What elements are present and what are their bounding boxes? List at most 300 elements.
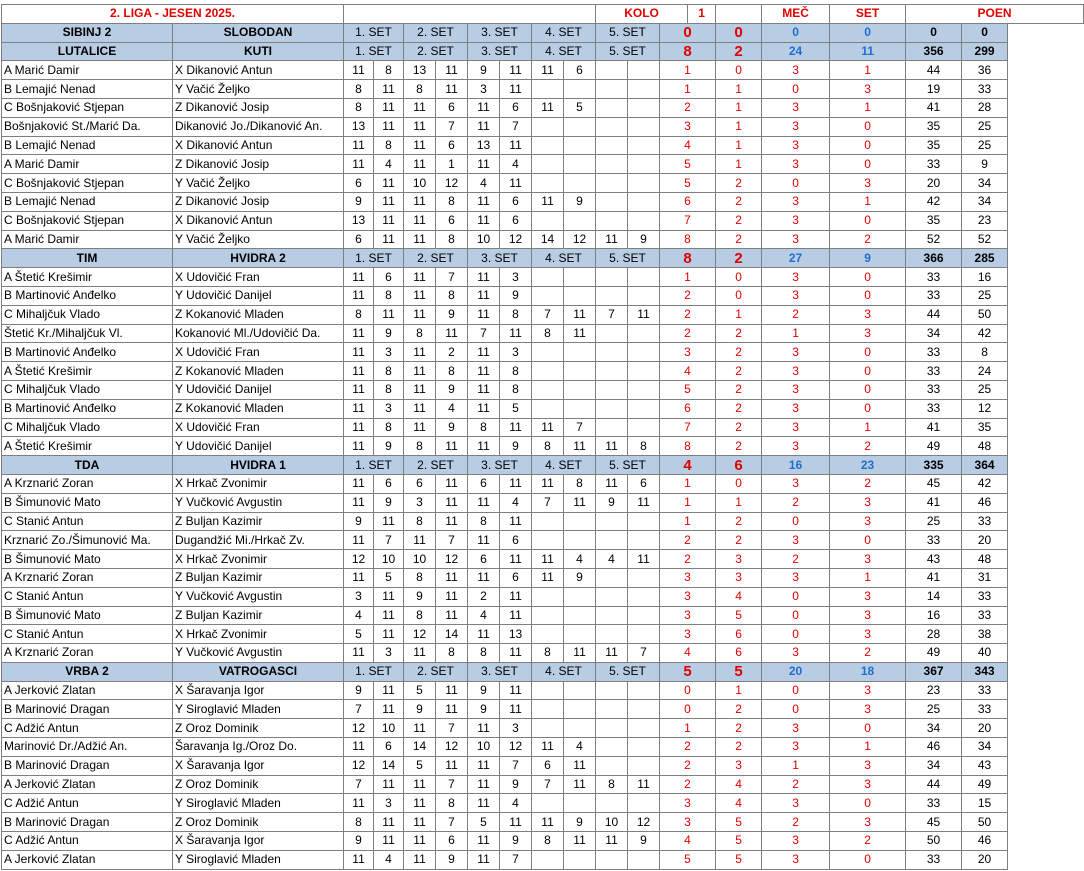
points-away: 15 xyxy=(962,794,1008,813)
set-score: 11 xyxy=(596,230,628,249)
sets-won-home: 0 xyxy=(762,512,830,531)
match-count-home: 3 xyxy=(660,794,716,813)
points-away: 28 xyxy=(962,98,1008,117)
set-score xyxy=(596,362,628,381)
player-away: Y Siroglavić Mladen xyxy=(173,700,344,719)
points-away: 24 xyxy=(962,362,1008,381)
set-score: 4 xyxy=(596,550,628,569)
sets-won-home: 3 xyxy=(762,399,830,418)
sets-total-away: 0 xyxy=(830,23,906,42)
set-score: 11 xyxy=(436,493,468,512)
set-score: 11 xyxy=(532,98,564,117)
set-score: 12 xyxy=(344,550,374,569)
player-away: Y Udovičić Danijel xyxy=(173,286,344,305)
set-column-label: 2. SET xyxy=(404,456,468,475)
set-score xyxy=(628,625,660,644)
player-home: A Jerković Zlatan xyxy=(2,850,173,869)
sets-won-away: 3 xyxy=(830,587,906,606)
points-home: 49 xyxy=(906,644,962,663)
player-away: Y Udovičić Danijel xyxy=(173,380,344,399)
set-score: 11 xyxy=(404,775,436,794)
match-count-away: 6 xyxy=(716,644,762,663)
points-home: 33 xyxy=(906,155,962,174)
set-score: 11 xyxy=(628,305,660,324)
player-home: Krznarić Zo./Šimunović Ma. xyxy=(2,531,173,550)
match-count-away: 0 xyxy=(716,286,762,305)
set-score: 11 xyxy=(468,493,500,512)
set-score: 11 xyxy=(500,550,532,569)
sets-won-away: 3 xyxy=(830,813,906,832)
match-count-home: 4 xyxy=(660,832,716,851)
sets-total-home: 0 xyxy=(762,23,830,42)
game-row xyxy=(2,324,1084,343)
set-label: SET xyxy=(830,5,906,24)
match-count-away: 1 xyxy=(716,681,762,700)
points-home: 16 xyxy=(906,606,962,625)
sets-won-home: 0 xyxy=(762,625,830,644)
game-row xyxy=(2,305,1084,324)
set-score xyxy=(628,117,660,136)
set-score xyxy=(596,324,628,343)
player-home: C Mihaljčuk Vlado xyxy=(2,380,173,399)
match-score-home: 4 xyxy=(660,456,716,475)
set-score: 11 xyxy=(468,98,500,117)
set-score xyxy=(532,80,564,99)
set-score: 11 xyxy=(468,343,500,362)
set-score: 7 xyxy=(344,700,374,719)
player-away: Y Vačić Željko xyxy=(173,230,344,249)
set-score: 11 xyxy=(404,362,436,381)
set-score xyxy=(564,174,596,193)
points-home: 33 xyxy=(906,362,962,381)
set-score: 4 xyxy=(564,550,596,569)
player-home: C Adžić Antun xyxy=(2,832,173,851)
set-score: 2 xyxy=(468,587,500,606)
player-home: C Mihaljčuk Vlado xyxy=(2,305,173,324)
set-score: 11 xyxy=(374,587,404,606)
points-away: 23 xyxy=(962,211,1008,230)
set-score: 12 xyxy=(436,738,468,757)
set-score xyxy=(596,568,628,587)
set-score xyxy=(564,850,596,869)
set-score: 9 xyxy=(404,700,436,719)
game-row xyxy=(2,568,1084,587)
match-count-home: 2 xyxy=(660,305,716,324)
player-away: Y Siroglavić Mladen xyxy=(173,850,344,869)
set-score xyxy=(596,343,628,362)
match-score-away: 2 xyxy=(716,249,762,268)
match-count-home: 1 xyxy=(660,268,716,287)
match-header-row xyxy=(2,662,1084,681)
points-home: 19 xyxy=(906,80,962,99)
set-score: 13 xyxy=(344,117,374,136)
points-away: 33 xyxy=(962,512,1008,531)
points-home: 25 xyxy=(906,512,962,531)
points-home: 42 xyxy=(906,192,962,211)
player-away: X Dikanović Antun xyxy=(173,136,344,155)
player-away: Y Vačić Željko xyxy=(173,174,344,193)
set-score: 13 xyxy=(468,136,500,155)
sets-won-home: 3 xyxy=(762,230,830,249)
set-score: 7 xyxy=(532,305,564,324)
sets-won-away: 0 xyxy=(830,286,906,305)
set-score: 3 xyxy=(500,268,532,287)
set-score: 11 xyxy=(404,305,436,324)
set-column-label: 3. SET xyxy=(468,456,532,475)
points-home: 23 xyxy=(906,681,962,700)
set-score: 8 xyxy=(596,775,628,794)
set-score: 11 xyxy=(500,700,532,719)
set-score xyxy=(532,794,564,813)
sets-won-away: 0 xyxy=(830,794,906,813)
set-column-label: 2. SET xyxy=(404,42,468,61)
set-score: 7 xyxy=(436,719,468,738)
game-row xyxy=(2,174,1084,193)
match-header-row xyxy=(2,42,1084,61)
set-score: 3 xyxy=(468,80,500,99)
mec-label: MEČ xyxy=(762,5,830,24)
set-score: 11 xyxy=(596,474,628,493)
points-home: 41 xyxy=(906,98,962,117)
points-home: 20 xyxy=(906,174,962,193)
game-row xyxy=(2,550,1084,569)
set-score: 11 xyxy=(628,775,660,794)
set-score: 6 xyxy=(500,211,532,230)
sets-won-home: 3 xyxy=(762,136,830,155)
game-row xyxy=(2,418,1084,437)
set-score xyxy=(628,418,660,437)
sets-total-home: 20 xyxy=(762,662,830,681)
player-home: Štetić Kr./Mihaljčuk Vl. xyxy=(2,324,173,343)
player-home: B Marinović Dragan xyxy=(2,813,173,832)
sets-won-home: 0 xyxy=(762,174,830,193)
game-row xyxy=(2,211,1084,230)
player-away: Y Vučković Avgustin xyxy=(173,587,344,606)
set-score xyxy=(628,738,660,757)
set-score: 11 xyxy=(344,474,374,493)
set-score: 11 xyxy=(436,324,468,343)
set-score: 11 xyxy=(436,437,468,456)
set-score xyxy=(628,568,660,587)
sets-won-away: 3 xyxy=(830,493,906,512)
sets-won-away: 0 xyxy=(830,268,906,287)
set-score xyxy=(628,719,660,738)
points-home: 52 xyxy=(906,230,962,249)
set-score: 5 xyxy=(564,98,596,117)
sets-won-home: 3 xyxy=(762,437,830,456)
set-score: 11 xyxy=(404,794,436,813)
player-home: B Šimunović Mato xyxy=(2,606,173,625)
set-score xyxy=(596,211,628,230)
match-count-home: 2 xyxy=(660,738,716,757)
set-column-label: 5. SET xyxy=(596,42,660,61)
set-score: 9 xyxy=(564,813,596,832)
set-score: 10 xyxy=(596,813,628,832)
set-score: 12 xyxy=(344,719,374,738)
set-score xyxy=(628,794,660,813)
sets-won-home: 0 xyxy=(762,80,830,99)
match-count-away: 2 xyxy=(716,531,762,550)
set-score: 9 xyxy=(628,230,660,249)
set-score xyxy=(532,155,564,174)
set-score: 11 xyxy=(404,531,436,550)
game-row xyxy=(2,80,1084,99)
set-score: 11 xyxy=(374,80,404,99)
set-score: 11 xyxy=(344,343,374,362)
match-count-home: 6 xyxy=(660,399,716,418)
set-score: 11 xyxy=(500,681,532,700)
points-home: 14 xyxy=(906,587,962,606)
match-count-home: 3 xyxy=(660,625,716,644)
set-score: 6 xyxy=(564,61,596,80)
set-score: 11 xyxy=(374,681,404,700)
match-score-home: 8 xyxy=(660,249,716,268)
player-away: Z Kokanović Mladen xyxy=(173,305,344,324)
player-away: Z Oroz Dominik xyxy=(173,813,344,832)
set-score xyxy=(596,794,628,813)
match-count-away: 2 xyxy=(716,700,762,719)
points-away: 42 xyxy=(962,474,1008,493)
set-score xyxy=(532,362,564,381)
set-score: 11 xyxy=(374,606,404,625)
set-score: 12 xyxy=(500,738,532,757)
sets-won-away: 3 xyxy=(830,324,906,343)
set-score: 8 xyxy=(468,418,500,437)
set-column-label: 1. SET xyxy=(344,456,404,475)
set-column-label: 3. SET xyxy=(468,662,532,681)
set-score xyxy=(628,211,660,230)
points-home: 45 xyxy=(906,813,962,832)
set-score xyxy=(596,606,628,625)
set-score: 11 xyxy=(344,493,374,512)
set-score: 8 xyxy=(628,437,660,456)
set-score: 5 xyxy=(344,625,374,644)
match-count-home: 8 xyxy=(660,437,716,456)
set-score: 6 xyxy=(374,738,404,757)
game-row xyxy=(2,775,1084,794)
set-score xyxy=(532,625,564,644)
game-row xyxy=(2,794,1084,813)
set-column-label: 4. SET xyxy=(532,662,596,681)
set-score: 9 xyxy=(374,437,404,456)
set-score: 4 xyxy=(500,155,532,174)
set-score: 11 xyxy=(468,211,500,230)
player-away: X Udovičić Fran xyxy=(173,268,344,287)
set-score: 2 xyxy=(436,343,468,362)
set-score: 13 xyxy=(500,625,532,644)
set-column-label: 4. SET xyxy=(532,456,596,475)
match-score-away: 5 xyxy=(716,662,762,681)
set-score xyxy=(532,343,564,362)
points-away: 52 xyxy=(962,230,1008,249)
game-row xyxy=(2,719,1084,738)
sets-won-away: 3 xyxy=(830,625,906,644)
points-total-away: 0 xyxy=(962,23,1008,42)
set-score: 11 xyxy=(436,474,468,493)
set-score: 10 xyxy=(404,550,436,569)
set-score xyxy=(564,117,596,136)
set-score: 11 xyxy=(468,380,500,399)
set-score: 11 xyxy=(344,850,374,869)
set-score: 11 xyxy=(344,155,374,174)
set-score: 11 xyxy=(404,813,436,832)
set-score: 7 xyxy=(468,324,500,343)
points-away: 34 xyxy=(962,192,1008,211)
set-score: 11 xyxy=(500,644,532,663)
match-count-away: 1 xyxy=(716,305,762,324)
sets-won-away: 3 xyxy=(830,550,906,569)
player-home: B Martinović Anđelko xyxy=(2,343,173,362)
game-row xyxy=(2,813,1084,832)
player-home: C Stanić Antun xyxy=(2,625,173,644)
points-home: 44 xyxy=(906,775,962,794)
match-count-home: 2 xyxy=(660,324,716,343)
set-score xyxy=(564,286,596,305)
sets-won-home: 1 xyxy=(762,324,830,343)
points-away: 20 xyxy=(962,719,1008,738)
set-score: 11 xyxy=(344,568,374,587)
player-away: Y Vučković Avgustin xyxy=(173,644,344,663)
set-score xyxy=(596,380,628,399)
player-away: Y Vučković Avgustin xyxy=(173,493,344,512)
set-score: 11 xyxy=(374,813,404,832)
points-home: 44 xyxy=(906,61,962,80)
set-score xyxy=(628,286,660,305)
sets-won-away: 0 xyxy=(830,155,906,174)
points-away: 33 xyxy=(962,587,1008,606)
set-score: 11 xyxy=(344,644,374,663)
set-score xyxy=(596,738,628,757)
set-score: 9 xyxy=(500,286,532,305)
set-score: 11 xyxy=(532,474,564,493)
game-row xyxy=(2,98,1084,117)
set-score: 7 xyxy=(436,117,468,136)
match-count-home: 7 xyxy=(660,418,716,437)
set-score: 11 xyxy=(500,474,532,493)
set-score: 11 xyxy=(564,832,596,851)
set-score: 9 xyxy=(468,700,500,719)
points-away: 42 xyxy=(962,324,1008,343)
sets-won-home: 3 xyxy=(762,211,830,230)
set-score xyxy=(628,700,660,719)
sets-won-home: 3 xyxy=(762,117,830,136)
match-count-home: 6 xyxy=(660,192,716,211)
player-away: Z Buljan Kazimir xyxy=(173,606,344,625)
set-score: 8 xyxy=(404,80,436,99)
set-score: 8 xyxy=(532,644,564,663)
player-home: C Stanić Antun xyxy=(2,587,173,606)
set-score: 9 xyxy=(344,192,374,211)
away-team: KUTI xyxy=(173,42,344,61)
match-count-away: 0 xyxy=(716,474,762,493)
points-home: 41 xyxy=(906,568,962,587)
set-score: 1 xyxy=(436,155,468,174)
set-score: 11 xyxy=(344,61,374,80)
player-away: Dugandžić Mi./Hrkač Zv. xyxy=(173,531,344,550)
set-score xyxy=(628,756,660,775)
points-away: 46 xyxy=(962,493,1008,512)
game-row xyxy=(2,493,1084,512)
set-score: 6 xyxy=(436,136,468,155)
set-score xyxy=(564,719,596,738)
points-away: 36 xyxy=(962,61,1008,80)
game-row xyxy=(2,399,1084,418)
set-column-label: 4. SET xyxy=(532,249,596,268)
points-home: 33 xyxy=(906,286,962,305)
set-score xyxy=(532,531,564,550)
match-count-home: 3 xyxy=(660,343,716,362)
set-score xyxy=(596,681,628,700)
home-team: TDA xyxy=(2,456,173,475)
set-score: 11 xyxy=(404,192,436,211)
set-column-label: 3. SET xyxy=(468,249,532,268)
set-score: 11 xyxy=(468,192,500,211)
set-score: 6 xyxy=(500,192,532,211)
points-home: 35 xyxy=(906,117,962,136)
sets-total-home: 24 xyxy=(762,42,830,61)
set-score: 8 xyxy=(436,230,468,249)
set-score: 11 xyxy=(564,437,596,456)
player-away: Z Dikanović Josip xyxy=(173,98,344,117)
points-away: 48 xyxy=(962,550,1008,569)
set-score: 11 xyxy=(468,775,500,794)
set-score: 5 xyxy=(404,756,436,775)
player-home: C Stanić Antun xyxy=(2,512,173,531)
sets-won-away: 0 xyxy=(830,850,906,869)
set-score: 11 xyxy=(500,418,532,437)
match-count-home: 3 xyxy=(660,117,716,136)
player-home: B Marinović Dragan xyxy=(2,700,173,719)
set-score: 6 xyxy=(344,174,374,193)
player-home: B Lemajić Nenad xyxy=(2,192,173,211)
set-column-label: 3. SET xyxy=(468,42,532,61)
set-score: 6 xyxy=(436,832,468,851)
match-count-home: 1 xyxy=(660,719,716,738)
sets-won-away: 2 xyxy=(830,230,906,249)
set-score: 8 xyxy=(404,437,436,456)
game-row xyxy=(2,362,1084,381)
player-away: Y Siroglavić Mladen xyxy=(173,794,344,813)
set-score xyxy=(628,362,660,381)
set-score: 11 xyxy=(500,324,532,343)
set-score: 4 xyxy=(344,606,374,625)
set-score: 11 xyxy=(404,117,436,136)
set-score: 12 xyxy=(344,756,374,775)
set-score: 11 xyxy=(374,174,404,193)
set-score xyxy=(532,174,564,193)
points-total-home: 0 xyxy=(906,23,962,42)
set-score xyxy=(628,268,660,287)
sets-total-away: 18 xyxy=(830,662,906,681)
set-score: 3 xyxy=(344,587,374,606)
match-score-home: 5 xyxy=(660,662,716,681)
set-score: 10 xyxy=(374,550,404,569)
points-away: 46 xyxy=(962,832,1008,851)
sets-won-home: 3 xyxy=(762,155,830,174)
set-score: 11 xyxy=(468,399,500,418)
set-score xyxy=(628,531,660,550)
match-count-away: 5 xyxy=(716,606,762,625)
sets-won-home: 3 xyxy=(762,719,830,738)
sets-won-home: 3 xyxy=(762,418,830,437)
match-count-home: 2 xyxy=(660,531,716,550)
set-score: 11 xyxy=(344,437,374,456)
set-score: 8 xyxy=(404,324,436,343)
results-sheet xyxy=(1,4,1084,870)
player-away: Z Kokanović Mladen xyxy=(173,399,344,418)
set-column-label: 1. SET xyxy=(344,42,404,61)
set-score: 8 xyxy=(436,362,468,381)
